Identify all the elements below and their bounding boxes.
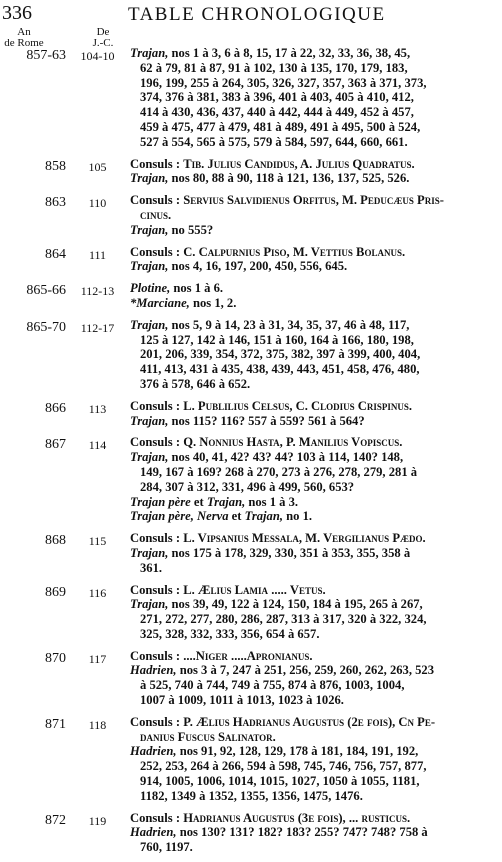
entry-line xyxy=(130,435,496,450)
coin-numbers: nos 115? 116? 557 à 559? 561 à 564? xyxy=(168,413,365,428)
consuls-label: Consuls : xyxy=(130,648,184,663)
coin-numbers: 376 à 578, 646 à 652. xyxy=(140,376,251,391)
emperor-label: Trajan père xyxy=(130,494,191,509)
coin-numbers: nos 91, 92, 128, 129, 178 à 181, 184, 191, 192, xyxy=(176,744,419,759)
entry-content xyxy=(130,715,496,804)
coin-numbers: 1007 à 1009, 1011 à 1013, 1023 à 1026. xyxy=(140,693,344,708)
year-rome: 870 xyxy=(45,650,66,666)
year-rome: 872 xyxy=(45,812,66,828)
coin-numbers: nos 1 à 6. xyxy=(170,281,224,296)
consul-names: Q. Nonnius Hasta, P. Manilius Vopiscus. xyxy=(183,435,403,450)
entry-line xyxy=(130,90,496,105)
column-header-jc-line2: J.-C. xyxy=(92,37,114,49)
column-header-rome-line1: An xyxy=(17,26,31,38)
year-jc: 105 xyxy=(88,159,107,174)
entry-line xyxy=(130,157,496,172)
entry-line xyxy=(130,627,496,642)
page-number: 336 xyxy=(2,2,32,24)
coin-numbers: nos 175 à 178, 329, 330, 351 à 353, 355, 358 à xyxy=(168,545,411,560)
entry-line xyxy=(130,76,496,91)
entry-line xyxy=(130,208,496,223)
entry-line xyxy=(130,347,496,362)
chronology-entry xyxy=(0,318,502,392)
chronology-entries xyxy=(0,46,502,862)
entry-line xyxy=(130,480,496,495)
coin-numbers: 414 à 430, 436, 437, 440 à 442, 444 à 449, 452 à 457, xyxy=(140,105,414,120)
year-jc: 118 xyxy=(88,717,107,732)
chronology-entry xyxy=(0,811,502,855)
year-jc: 112-13 xyxy=(80,284,115,299)
entry-line xyxy=(130,414,496,429)
consul-names: ....Niger .....Apronianus. xyxy=(183,648,313,663)
consuls-label: Consuls : xyxy=(130,582,184,597)
coin-numbers: nos 130? 131? 182? 183? 255? 747? 748? 758 à xyxy=(176,825,428,840)
consuls-label: Consuls : xyxy=(130,810,184,825)
entry-content xyxy=(130,46,496,150)
column-header-jc-line1: De xyxy=(96,26,110,38)
year-rome: 868 xyxy=(45,533,66,549)
emperor-label: Trajan, xyxy=(206,494,246,509)
coin-numbers: nos 80, 88 à 90, 118 à 121, 136, 137, 525, 526. xyxy=(168,171,410,186)
emperor-label: Trajan, xyxy=(130,259,169,274)
entry-line xyxy=(130,465,496,480)
year-jc: 115 xyxy=(88,534,107,549)
year-rome: 858 xyxy=(45,158,66,174)
emperor-label: Trajan père, Nerva xyxy=(130,509,229,524)
entry-line xyxy=(130,744,496,759)
entry-line xyxy=(130,105,496,120)
entry-line xyxy=(130,399,496,414)
entry-line xyxy=(130,296,496,311)
chronology-entry xyxy=(0,531,502,575)
consul-names: Tib. Julius Candidus, A. Julius Quadratus. xyxy=(183,156,415,171)
consuls-label: Consuls : xyxy=(130,156,184,171)
consul-names: L. Ælius Lamia ..... Vetus. xyxy=(183,582,326,597)
entry-line xyxy=(130,193,496,208)
year-rome: 869 xyxy=(45,584,66,600)
entry-content xyxy=(130,649,496,708)
entry-line xyxy=(130,715,496,730)
coin-numbers: 374, 376 à 381, 383 à 396, 401 à 403, 405 à 410, 412, xyxy=(140,90,414,105)
year-rome: 863 xyxy=(45,195,66,211)
consul-names: Servius Salvidienus Orfitus, M. Peducæus Pris- xyxy=(183,193,444,208)
coin-numbers: 284, 307 à 312, 331, 496 à 499, 560, 653? xyxy=(140,479,355,494)
entry-line xyxy=(130,61,496,76)
chronology-entry xyxy=(0,281,502,311)
coin-numbers: nos 3 à 7, 247 à 251, 256, 259, 260, 262, 263, 523 xyxy=(176,663,435,678)
entry-line xyxy=(130,120,496,135)
entry-line xyxy=(130,450,496,465)
entry-line xyxy=(130,759,496,774)
entry-line xyxy=(130,46,496,61)
entry-content xyxy=(130,531,496,575)
emperor-label: Trajan, xyxy=(130,222,169,237)
consul-names: C. Calpurnius Piso, M. Vettius Bolanus. xyxy=(183,244,406,259)
coin-numbers: 271, 272, 277, 280, 286, 287, 313 à 317, 320 à 322, 324, xyxy=(140,612,427,627)
entry-line xyxy=(130,730,496,745)
year-rome: 864 xyxy=(45,246,66,262)
column-header-rome-line2: de Rome xyxy=(4,37,44,49)
coin-numbers: nos 1 à 3, 6 à 8, 15, 17 à 22, 32, 33, 36, 38, 45, xyxy=(168,46,411,60)
consul-names: P. Ælius Hadrianus Augustus (2e fois), Cn Pe- xyxy=(183,714,436,729)
emperor-label: Trajan, xyxy=(130,171,169,186)
coin-numbers: 125 à 127, 142 à 146, 151 à 160, 164 à 166, 180, 198, xyxy=(140,332,414,347)
consuls-label: et xyxy=(228,509,245,524)
consuls-label: Consuls : xyxy=(130,193,184,208)
year-rome: 865-70 xyxy=(26,319,66,335)
entry-content xyxy=(130,318,496,392)
entry-line xyxy=(130,531,496,546)
coin-numbers: 252, 253, 264 à 266, 594 à 598, 745, 746, 756, 757, 877, xyxy=(140,759,427,774)
year-jc: 116 xyxy=(88,585,107,600)
emperor-label: Hadrien, xyxy=(130,825,177,840)
year-rome: 865-66 xyxy=(26,283,66,299)
emperor-label: Trajan, xyxy=(130,46,169,60)
coin-numbers: 201, 206, 339, 354, 372, 375, 382, 397 à 399, 400, 404, xyxy=(140,347,421,362)
entry-content xyxy=(130,281,496,311)
entry-line xyxy=(130,561,496,576)
entry-line xyxy=(130,693,496,708)
coin-numbers: 459 à 475, 477 à 479, 481 à 489, 491 à 495, 500 à 524, xyxy=(140,119,421,134)
chronology-entry xyxy=(0,193,502,237)
entry-line xyxy=(130,612,496,627)
page-title: TABLE CHRONOLOGIQUE xyxy=(128,4,386,25)
entry-content xyxy=(130,435,496,524)
emperor-label: Hadrien, xyxy=(130,744,177,759)
year-rome: 867 xyxy=(45,437,66,453)
entry-line xyxy=(130,362,496,377)
entry-content xyxy=(130,245,496,275)
coin-numbers: 411, 413, 431 à 435, 438, 439, 443, 451, 458, 476, 480, xyxy=(140,362,420,377)
coin-numbers: nos 1, 2. xyxy=(189,295,237,310)
coin-numbers: no 1. xyxy=(283,509,313,524)
entry-line xyxy=(130,678,496,693)
coin-numbers: à 525, 740 à 744, 749 à 755, 874 à 876, 1003, 1004, xyxy=(140,678,405,693)
consul-names: cinus. xyxy=(140,207,172,222)
entry-line xyxy=(130,789,496,804)
entry-line xyxy=(130,774,496,789)
year-rome: 857-63 xyxy=(26,48,66,63)
year-rome: 866 xyxy=(45,400,66,416)
entry-content xyxy=(130,157,496,187)
emperor-label: Trajan, xyxy=(130,450,169,465)
entry-line xyxy=(130,649,496,664)
emperor-label: Trajan, xyxy=(130,317,169,332)
chronology-entry xyxy=(0,649,502,708)
year-jc: 114 xyxy=(88,438,107,453)
emperor-label: Trajan, xyxy=(130,597,169,612)
coin-numbers: nos 1 à 3. xyxy=(245,494,299,509)
entry-line xyxy=(130,597,496,612)
entry-content xyxy=(130,583,496,642)
consuls-label: Consuls : xyxy=(130,531,184,546)
entry-content xyxy=(130,193,496,237)
consuls-label: Consuls : xyxy=(130,398,184,413)
coin-numbers: nos 39, 49, 122 à 124, 150, 184 à 195, 265 à 267, xyxy=(168,597,423,612)
consul-names: Hadrianus Augustus (3e fois), ... rusticus. xyxy=(183,810,411,825)
consul-names: L. Publilius Celsus, C. Clodius Crispinus. xyxy=(183,398,413,413)
year-jc: 104-10 xyxy=(80,49,115,63)
coin-numbers: no 555? xyxy=(168,222,214,237)
entry-line xyxy=(130,825,496,840)
entry-line xyxy=(130,171,496,186)
entry-line xyxy=(130,377,496,392)
entry-line xyxy=(130,509,496,524)
consuls-label: Consuls : xyxy=(130,435,184,450)
emperor-label: Plotine, xyxy=(130,281,171,296)
coin-numbers: 196, 199, 255 à 264, 305, 326, 327, 357, 363 à 371, 373, xyxy=(140,75,427,90)
chronology-entry xyxy=(0,157,502,187)
consuls-label: Consuls : xyxy=(130,244,184,259)
consuls-label: et xyxy=(190,494,207,509)
coin-numbers: nos 40, 41, 42? 43? 44? 103 à 114, 140? 148, xyxy=(168,450,404,465)
coin-numbers: nos 4, 16, 197, 200, 450, 556, 645. xyxy=(168,259,348,274)
entry-content xyxy=(130,399,496,429)
year-jc: 117 xyxy=(88,651,107,666)
chronology-entry xyxy=(0,399,502,429)
emperor-label: Trajan, xyxy=(244,509,283,524)
emperor-label: Hadrien, xyxy=(130,663,177,678)
year-jc: 111 xyxy=(88,247,107,262)
entry-line xyxy=(130,259,496,274)
entry-line xyxy=(130,318,496,333)
consul-names: danius Fuscus Salinator. xyxy=(140,729,276,744)
entry-line xyxy=(130,135,496,150)
coin-numbers: nos 5, 9 à 14, 23 à 31, 34, 35, 37, 46 à 48, 117, xyxy=(168,317,410,332)
consuls-label: Consuls : xyxy=(130,714,184,729)
consul-names: L. Vipsanius Messala, M. Vergilianus Pædo. xyxy=(183,531,426,546)
year-jc: 112-17 xyxy=(80,320,115,335)
year-jc: 119 xyxy=(88,813,107,828)
coin-numbers: 914, 1005, 1006, 1014, 1015, 1027, 1050 à 1055, 1181, xyxy=(140,774,420,789)
entry-line xyxy=(130,281,496,296)
year-jc: 110 xyxy=(88,196,107,211)
emperor-label: Trajan, xyxy=(130,413,169,428)
chronology-entry xyxy=(0,715,502,804)
coin-numbers: 361. xyxy=(140,560,163,575)
coin-numbers: 325, 328, 332, 333, 356, 654 à 657. xyxy=(140,626,320,641)
entry-line xyxy=(130,811,496,826)
chronology-entry xyxy=(0,46,502,150)
entry-line xyxy=(130,333,496,348)
emperor-label: Trajan, xyxy=(130,545,169,560)
chronology-entry xyxy=(0,245,502,275)
entry-line xyxy=(130,223,496,238)
emperor-label: *Marciane, xyxy=(130,295,190,310)
chronology-entry xyxy=(0,583,502,642)
year-jc: 113 xyxy=(88,401,107,416)
entry-line xyxy=(130,245,496,260)
coin-numbers: 149, 167 à 169? 268 à 270, 273 à 276, 278, 279, 281 à xyxy=(140,464,418,479)
coin-numbers: 62 à 79, 81 à 87, 91 à 102, 130 à 135, 170, 179, 183, xyxy=(140,60,408,75)
entry-line xyxy=(130,583,496,598)
entry-line xyxy=(130,546,496,561)
entry-line xyxy=(130,840,496,855)
entry-line xyxy=(130,495,496,510)
year-rome: 871 xyxy=(45,716,66,732)
chronology-entry xyxy=(0,435,502,524)
entry-content xyxy=(130,811,496,855)
coin-numbers: 527 à 554, 565 à 575, 579 à 584, 597, 644, 660, 661. xyxy=(140,134,408,149)
coin-numbers: 1182, 1349 à 1352, 1355, 1356, 1475, 1476. xyxy=(140,788,363,803)
entry-line xyxy=(130,663,496,678)
coin-numbers: 760, 1197. xyxy=(140,840,193,855)
